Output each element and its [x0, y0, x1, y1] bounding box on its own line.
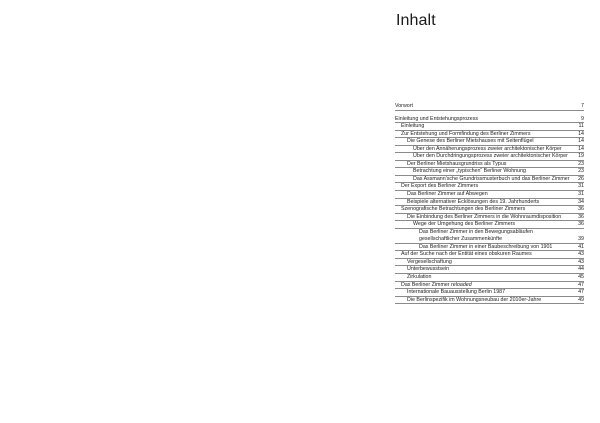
- toc-entry-label: Das Berliner Zimmer in den Bewegungsabläufen gesellschaftlicher Zusammenkünfte: [419, 228, 533, 243]
- toc-entry: [395, 266, 584, 274]
- toc-page-number: 45: [578, 274, 584, 281]
- toc-entry: [395, 131, 584, 139]
- toc-page-number: 31: [578, 191, 584, 198]
- toc-entry: [395, 168, 584, 176]
- toc-page-number: 49: [578, 296, 584, 303]
- toc-entry: [395, 153, 584, 161]
- toc-entry-label: Das Berliner Zimmer: [401, 281, 452, 288]
- toc-entry: [395, 289, 584, 297]
- toc-page-number: 36: [578, 213, 584, 220]
- toc-page-number: 36: [578, 206, 584, 213]
- toc-entry-label: Zirkulation: [407, 274, 432, 281]
- toc-entry-label: Der Berliner Mietshausgrundriss als Typus: [407, 160, 507, 167]
- toc-page-number: 14: [578, 130, 584, 137]
- toc-entry-label: Über den Annäherungsprozess zweier architektonischer Körper: [413, 145, 562, 152]
- toc-page-number: 43: [578, 251, 584, 258]
- toc-entry-label: Einleitung und Entstehungsprozess: [395, 115, 479, 122]
- toc-entry-label: Auf der Suche nach der Entität eines obskuren Raumes: [401, 251, 532, 258]
- toc-divider: [395, 303, 584, 304]
- toc-entry: [395, 176, 584, 184]
- toc-entry: [395, 274, 584, 282]
- toc-page-number: 47: [578, 281, 584, 288]
- toc-entry: [395, 123, 584, 131]
- toc-entry-label-italic: reloaded: [451, 281, 472, 288]
- toc-entry: [395, 244, 584, 252]
- toc-page-number: 44: [578, 266, 584, 273]
- toc-entry: [395, 221, 584, 229]
- toc-entry-label: Wege der Umgehung des Berliner Zimmers: [413, 221, 516, 228]
- toc-entry-label: Die Berlinspezifik im Wohnungsneubau der 2010er-Jahre: [407, 296, 542, 303]
- page-title: Inhalt: [396, 12, 436, 29]
- toc-entry: [395, 161, 584, 169]
- toc-entry: [395, 199, 584, 207]
- toc-entry-label: Internationale Bauausstellung Berlin 1987: [407, 289, 506, 296]
- toc-page-number: 23: [578, 160, 584, 167]
- toc-entry: [395, 282, 584, 290]
- toc-page-number: 7: [581, 103, 584, 109]
- toc-page-number: 14: [578, 145, 584, 152]
- toc-entry: [395, 206, 584, 214]
- toc-entry-label: Zur Entstehung und Formfindung des Berliner Zimmers: [401, 130, 531, 137]
- toc-entry-label: Über den Durchdringungsprozess zweier architektonischer Körper: [413, 153, 568, 160]
- toc-page-number: 36: [578, 221, 584, 228]
- toc-entry-label: Vergesellschaftung: [407, 258, 452, 265]
- toc-entry-label: Die Genese des Berliner Mietshauses mit Seitenflügel: [407, 138, 534, 145]
- toc-entry: [395, 297, 584, 305]
- toc-page-number: 41: [578, 243, 584, 250]
- toc-entry: [395, 214, 584, 222]
- toc-page-number: 34: [578, 198, 584, 205]
- toc-entry: [395, 138, 584, 146]
- toc-page-number: 9: [581, 115, 584, 122]
- toc-page-number: 11: [578, 123, 584, 130]
- toc-entry-label: Die Einbindung des Berliner Zimmers in die Wohnraumdisposition: [407, 213, 562, 220]
- toc-divider: [395, 110, 584, 111]
- toc-entry: [395, 259, 584, 267]
- toc-entry: [395, 183, 584, 191]
- right-page: [300, 0, 600, 423]
- toc-page-number: 43: [578, 258, 584, 265]
- toc-entry-label: Szenografische Betrachtungen des Berliner Zimmers: [401, 206, 526, 213]
- toc-page-number: 39: [578, 236, 584, 243]
- toc-page-number: 31: [578, 183, 584, 190]
- toc-entry-label: Vorwort: [395, 103, 413, 109]
- toc-entry-label: Der Export des Berliner Zimmers: [401, 183, 479, 190]
- toc-page-number: 14: [578, 138, 584, 145]
- toc-entry-label: Einleitung: [401, 123, 425, 130]
- toc-entry-label: Das Berliner Zimmer auf Abwegen: [407, 191, 488, 198]
- toc-entry-label: Das Assmann’sche Grundrissmusterbuch und das Berliner Zimmer: [413, 175, 570, 182]
- toc-page-number: 23: [578, 168, 584, 175]
- toc-entry: [395, 251, 584, 259]
- toc-entry-label: Unterbewusstsein: [407, 266, 450, 273]
- toc-entry-label: Beispiele alternativer Ecklösungen des 19. Jahrhunderts: [407, 198, 540, 205]
- toc-entry: [395, 103, 584, 111]
- toc-entry: [395, 229, 584, 244]
- table-of-contents: [395, 103, 584, 304]
- toc-entry-label: Das Berliner Zimmer in einer Baubeschreibung von 1901: [419, 243, 553, 250]
- toc-page-number: 19: [578, 153, 584, 160]
- toc-entry: [395, 116, 584, 124]
- toc-entry-label: Betrachtung einer „typischen“ Berliner Wohnung: [413, 168, 526, 175]
- toc-entry: [395, 191, 584, 199]
- toc-page-number: 26: [578, 175, 584, 182]
- toc-page-number: 47: [578, 289, 584, 296]
